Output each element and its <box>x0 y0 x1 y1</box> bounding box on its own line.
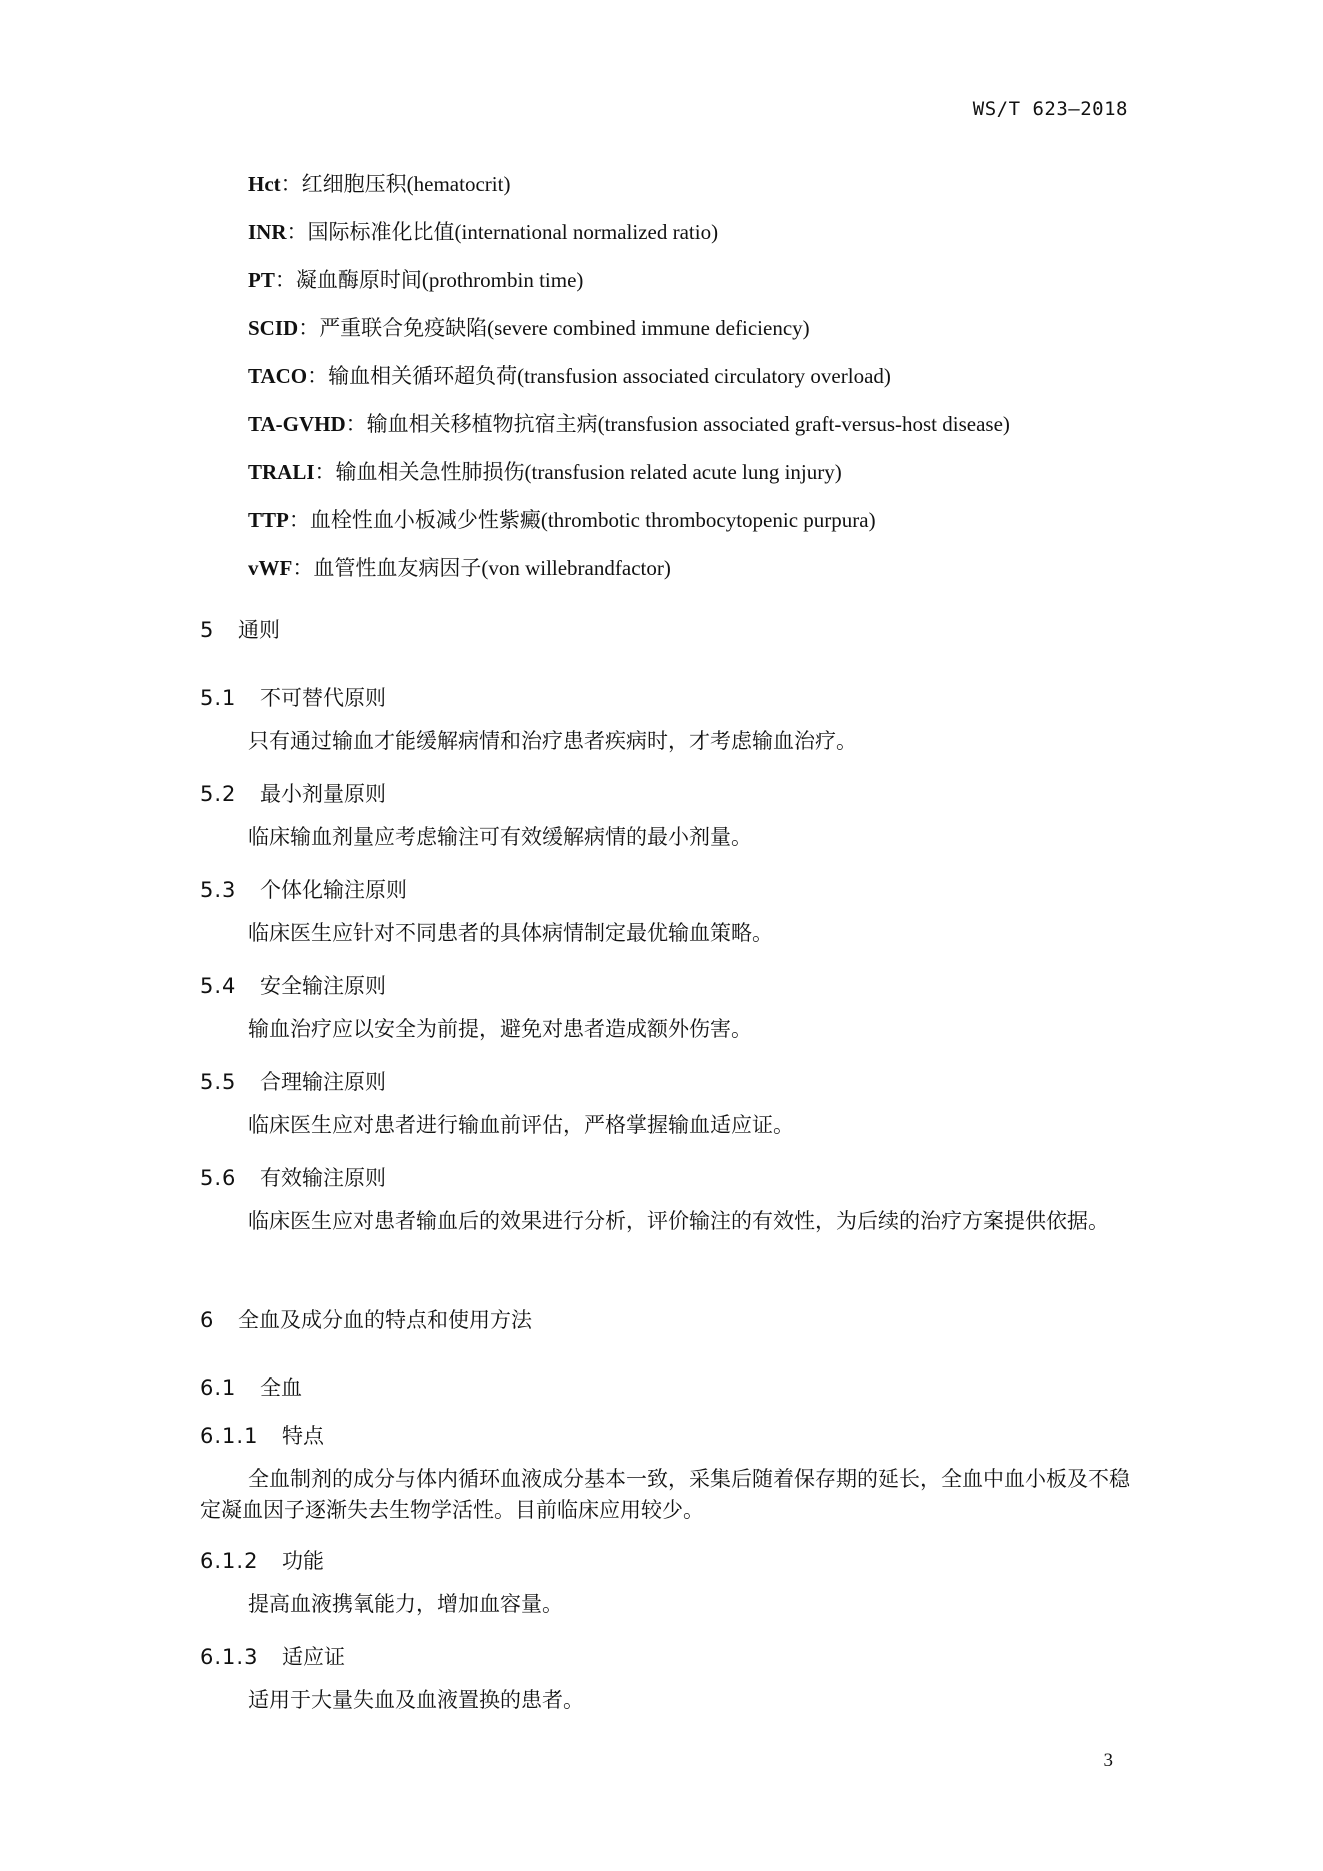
section-title: 通则 <box>238 618 280 642</box>
section-title: 最小剂量原则 <box>260 782 386 806</box>
abbreviation-separator: ： <box>292 556 314 580</box>
abbreviation-item <box>248 304 1148 352</box>
abbreviation-key: TACO <box>248 364 308 388</box>
section-heading-6-1-2 <box>200 1545 324 1575</box>
page-number: 3 <box>1103 1750 1113 1771</box>
section-number: 6.1.2 <box>200 1549 259 1573</box>
section-heading-5 <box>200 614 280 644</box>
abbreviation-key: TA-GVHD <box>248 412 346 436</box>
section-paragraph-6-1-3: 适用于大量失血及血液置换的患者。 <box>248 1688 584 1712</box>
section-heading-5-6 <box>200 1162 386 1192</box>
section-number: 6.1.1 <box>200 1424 259 1448</box>
section-heading-5-3 <box>200 874 407 904</box>
section-title: 有效输注原则 <box>260 1166 386 1190</box>
abbreviation-definition: 输血相关移植物抗宿主病(transfusion associated graft-versus-host disease) <box>366 412 1010 436</box>
section-title: 适应证 <box>282 1645 345 1669</box>
section-title: 全血及成分血的特点和使用方法 <box>238 1308 532 1332</box>
abbreviation-separator: ： <box>307 364 329 388</box>
section-paragraph-5-1: 只有通过输血才能缓解病情和治疗患者疾病时，才考虑输血治疗。 <box>248 729 857 753</box>
abbreviation-item <box>248 160 1148 208</box>
abbreviation-item <box>248 496 1148 544</box>
section-paragraph-5-6: 临床医生应对患者输血后的效果进行分析，评价输注的有效性，为后续的治疗方案提供依据。 <box>248 1209 1109 1233</box>
abbreviation-definition: 血栓性血小板减少性紫癜(thrombotic thrombocytopenic purpura) <box>309 508 876 532</box>
abbreviation-definition: 输血相关急性肺损伤(transfusion related acute lung injury) <box>335 460 842 484</box>
abbreviation-key: vWF <box>248 556 293 580</box>
abbreviation-key: TRALI <box>248 460 315 484</box>
abbreviation-definition: 严重联合免疫缺陷(severe combined immune deficiency) <box>319 316 810 340</box>
section-title: 特点 <box>282 1424 324 1448</box>
abbreviation-separator: ： <box>274 268 296 292</box>
section-paragraph-5-4: 输血治疗应以安全为前提，避免对患者造成额外伤害。 <box>248 1017 752 1041</box>
section-heading-5-2 <box>200 778 386 808</box>
section-title: 安全输注原则 <box>260 974 386 998</box>
abbreviation-separator: ： <box>298 316 320 340</box>
abbreviation-item <box>248 256 1148 304</box>
abbreviation-key: SCID <box>248 316 299 340</box>
abbreviation-separator: ： <box>286 220 308 244</box>
section-paragraph-6-1-1: 全血制剂的成分与体内循环血液成分基本一致，采集后随着保存期的延长，全血中血小板及不稳定凝血因子逐渐失去生物学活性。目前临床应用较少。 <box>200 1467 1130 1522</box>
section-number: 6.1 <box>200 1376 237 1400</box>
section-paragraph-5-5: 临床医生应对患者进行输血前评估，严格掌握输血适应证。 <box>248 1113 794 1137</box>
abbreviation-item <box>248 208 1148 256</box>
abbreviation-definition: 血管性血友病因子(von willebrandfactor) <box>313 556 671 580</box>
section-heading-5-4 <box>200 970 386 1000</box>
section-title: 全血 <box>260 1376 302 1400</box>
section-paragraph-6-1-2: 提高血液携氧能力，增加血容量。 <box>248 1592 563 1616</box>
section-number: 5.4 <box>200 974 237 998</box>
abbreviation-definition: 凝血酶原时间(prothrombin time) <box>295 268 584 292</box>
abbreviation-definition: 输血相关循环超负荷(transfusion associated circulatory overload) <box>328 364 891 388</box>
abbreviation-separator: ： <box>288 508 310 532</box>
section-heading-6 <box>200 1304 532 1334</box>
abbreviation-key: PT <box>248 268 275 292</box>
abbreviation-key: Hct <box>248 172 281 196</box>
abbreviation-separator: ： <box>314 460 336 484</box>
abbreviation-key: INR <box>248 220 287 244</box>
section-title: 个体化输注原则 <box>260 878 407 902</box>
section-paragraph-5-2: 临床输血剂量应考虑输注可有效缓解病情的最小剂量。 <box>248 825 752 849</box>
section-number: 5.6 <box>200 1166 237 1190</box>
abbreviation-key: TTP <box>248 508 289 532</box>
abbreviation-item <box>248 448 1148 496</box>
section-number: 5.1 <box>200 686 237 710</box>
section-number: 5.3 <box>200 878 237 902</box>
section-heading-6-1 <box>200 1372 302 1402</box>
abbreviation-separator: ： <box>345 412 367 436</box>
section-heading-5-5 <box>200 1066 386 1096</box>
section-title: 合理输注原则 <box>260 1070 386 1094</box>
abbreviation-item <box>248 400 1148 448</box>
abbreviation-definition: 红细胞压积(hematocrit) <box>301 172 511 196</box>
abbreviation-item <box>248 544 1148 592</box>
section-heading-6-1-1 <box>200 1420 324 1450</box>
section-number: 5.5 <box>200 1070 237 1094</box>
abbreviation-item <box>248 352 1148 400</box>
section-title: 功能 <box>282 1549 324 1573</box>
section-number: 5 <box>200 618 215 642</box>
section-heading-6-1-3 <box>200 1641 345 1671</box>
abbreviation-list <box>248 160 1148 592</box>
abbreviation-separator: ： <box>280 172 302 196</box>
section-number: 6.1.3 <box>200 1645 259 1669</box>
section-title: 不可替代原则 <box>260 686 386 710</box>
abbreviation-definition: 国际标准化比值(international normalized ratio) <box>307 220 719 244</box>
standard-number: WS/T 623—2018 <box>972 98 1128 120</box>
section-paragraph-5-3: 临床医生应针对不同患者的具体病情制定最优输血策略。 <box>248 921 773 945</box>
section-heading-5-1 <box>200 682 386 712</box>
section-number: 6 <box>200 1308 215 1332</box>
section-number: 5.2 <box>200 782 237 806</box>
